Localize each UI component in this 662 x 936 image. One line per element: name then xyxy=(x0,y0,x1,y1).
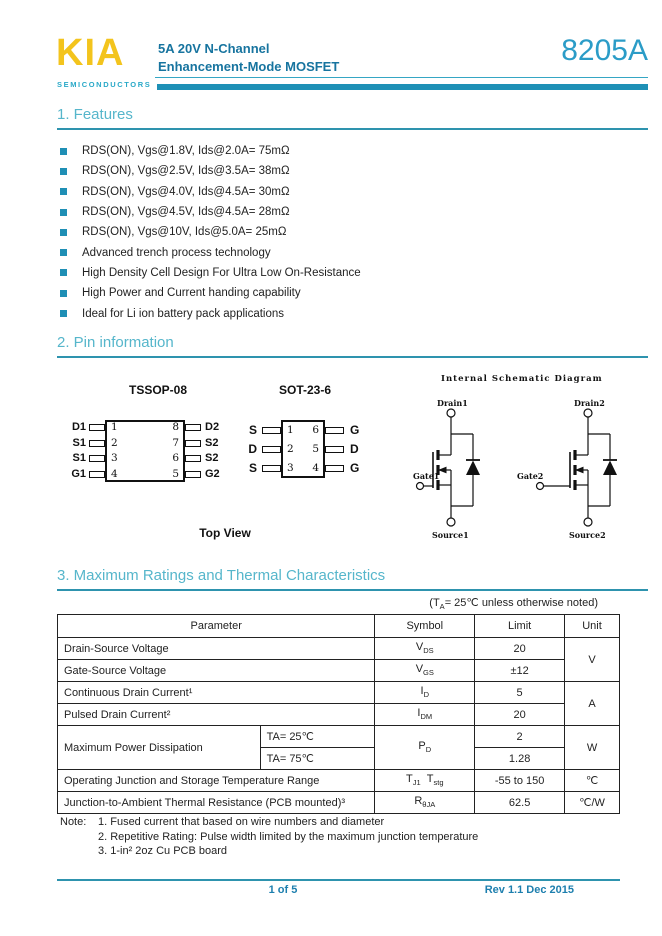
symbol-sub: D xyxy=(425,745,432,755)
section-heading-ratings: 3. Maximum Ratings and Thermal Characteristics xyxy=(57,567,648,591)
unit-cell: A xyxy=(565,682,620,726)
pin-stub xyxy=(262,427,281,434)
pin-label: S xyxy=(248,461,257,475)
unit-cell: ℃ xyxy=(565,770,620,792)
section-heading-features: 1. Features xyxy=(57,106,648,130)
table-row xyxy=(58,770,620,792)
pin-number: 5 xyxy=(172,467,179,480)
table-row xyxy=(58,660,620,682)
symbol-sub: J1 xyxy=(412,778,421,788)
cond-pre: (T xyxy=(429,597,440,609)
pin-stub xyxy=(325,446,344,453)
product-title-line1: 5A 20V N-Channel xyxy=(158,41,270,56)
terminal-label-source1: Source1 xyxy=(432,530,469,540)
pin-stub xyxy=(185,424,201,431)
limit-cell: 1.28 xyxy=(475,748,565,770)
notes-block xyxy=(60,815,478,859)
unit-cell: W xyxy=(565,726,620,770)
footer-rule xyxy=(57,879,620,881)
feature-item xyxy=(60,303,361,323)
pin-number: 4 xyxy=(312,462,319,474)
pin-label: G1 xyxy=(71,467,86,480)
limit-cell: -55 to 150 xyxy=(475,770,565,792)
pin-stub xyxy=(185,440,201,447)
feature-text: RDS(ON), Vgs@4.0V, Ids@4.5A= 30mΩ xyxy=(82,185,290,198)
pin-label: G2 xyxy=(205,467,220,480)
square-bullet-icon xyxy=(60,209,67,216)
feature-item xyxy=(60,141,361,161)
symbol-cell xyxy=(375,792,475,814)
feature-item xyxy=(60,283,361,303)
diode-triangle-icon xyxy=(603,461,617,476)
sot23-diagram xyxy=(240,383,370,483)
note-line: 2. Repetitive Rating: Pulse width limited by the maximum junction temperature xyxy=(98,830,479,843)
part-number: 8205A xyxy=(561,34,648,67)
pin-stub xyxy=(89,424,105,431)
symbol-main: P xyxy=(418,740,426,753)
package-label: SOT-23-6 xyxy=(278,383,332,397)
pin-number: 7 xyxy=(172,436,179,449)
unit-cell: V xyxy=(565,638,620,682)
feature-text: High Density Cell Design For Ultra Low On-Resistance xyxy=(82,266,361,279)
note-line: 3. 1-in² 2oz Cu PCB board xyxy=(98,845,228,857)
pin-stub xyxy=(325,427,344,434)
pin-stub xyxy=(262,465,281,472)
pin-number: 6 xyxy=(312,424,319,436)
symbol-main: R xyxy=(414,795,423,808)
body-diode-1 xyxy=(451,434,480,506)
limit-cell: 5 xyxy=(475,682,565,704)
table-header-row xyxy=(58,615,620,638)
section-heading-pins: 2. Pin information xyxy=(57,334,648,358)
pin-label: D xyxy=(350,442,359,456)
feature-item xyxy=(60,202,361,222)
square-bullet-icon xyxy=(60,269,67,276)
symbol-main: T xyxy=(426,773,434,786)
pin-number: 2 xyxy=(287,443,294,455)
pin-number: 8 xyxy=(172,421,179,433)
pin-number: 1 xyxy=(111,421,118,433)
pin-stub xyxy=(185,455,201,462)
internal-schematic-diagram xyxy=(413,368,660,550)
footer-page-number: 1 of 5 xyxy=(268,884,298,896)
pin-label: S2 xyxy=(205,452,219,464)
feature-item xyxy=(60,263,361,283)
diode-triangle-icon xyxy=(466,461,480,476)
pin-number: 3 xyxy=(287,462,294,474)
table-row xyxy=(58,682,620,704)
limit-cell: 2 xyxy=(475,726,565,748)
limit-cell: 20 xyxy=(475,704,565,726)
symbol-cell xyxy=(375,660,475,682)
header-unit: Unit xyxy=(565,615,620,638)
square-bullet-icon xyxy=(60,148,67,155)
pin-stub xyxy=(185,471,201,478)
terminal-label-gate1: Gate1 xyxy=(413,471,440,481)
header-rule-thick xyxy=(157,84,648,90)
table-row xyxy=(58,792,620,814)
feature-text: RDS(ON), Vgs@10V, Ids@5.0A= 25mΩ xyxy=(82,226,287,239)
body-diode-2 xyxy=(588,434,617,506)
square-bullet-icon xyxy=(60,290,67,297)
symbol-cell xyxy=(375,704,475,726)
kia-logo: KIA xyxy=(56,32,125,74)
top-view-label: Top View xyxy=(199,526,251,540)
header-rule-thin xyxy=(155,77,648,78)
pin-number: 6 xyxy=(172,452,179,464)
symbol-main: I xyxy=(420,685,424,698)
pin-label: D1 xyxy=(71,421,86,433)
note-line xyxy=(60,815,478,830)
symbol-main: I xyxy=(417,707,421,720)
note-text: 1. Fused current that based on wire numbers and diameter xyxy=(98,816,385,828)
pin-label: G xyxy=(350,423,360,437)
pin-stub xyxy=(89,471,105,478)
square-bullet-icon xyxy=(60,249,67,256)
symbol-sub: D xyxy=(423,690,430,700)
symbol-sub: θJA xyxy=(422,800,436,810)
square-bullet-icon xyxy=(60,188,67,195)
max-ratings-table xyxy=(57,614,620,814)
param-cell: Gate-Source Voltage xyxy=(58,660,375,682)
header-symbol: Symbol xyxy=(375,615,475,638)
symbol-sub: stg xyxy=(433,778,444,788)
feature-item xyxy=(60,182,361,202)
table-row xyxy=(58,704,620,726)
feature-text: RDS(ON), Vgs@4.5V, Ids@4.5A= 28mΩ xyxy=(82,206,290,219)
feature-item xyxy=(60,161,361,181)
pin-number: 5 xyxy=(312,443,319,455)
square-bullet-icon xyxy=(60,310,67,317)
symbol-sub: GS xyxy=(423,668,434,678)
package-label: TSSOP-08 xyxy=(128,383,188,397)
param-cell: Continuous Drain Current¹ xyxy=(58,682,375,704)
feature-text: Ideal for Li ion battery pack applications xyxy=(82,307,285,320)
param-cell: Maximum Power Dissipation xyxy=(58,726,261,770)
pin-label: S1 xyxy=(72,436,86,449)
param-cell: Operating Junction and Storage Temperature Range xyxy=(58,770,375,792)
pin-label: D2 xyxy=(205,421,220,433)
param-cell: Junction-to-Ambient Thermal Resistance (PCB mounted)³ xyxy=(58,792,375,814)
terminal-label-source2: Source2 xyxy=(569,530,606,540)
square-bullet-icon xyxy=(60,168,67,175)
symbol-cell xyxy=(375,682,475,704)
param-cell: Pulsed Drain Current² xyxy=(58,704,375,726)
product-title xyxy=(158,40,339,75)
feature-text: Advanced trench process technology xyxy=(82,246,271,259)
logo-subtitle: SEMICONDUCTORS xyxy=(57,80,152,89)
condition-cell: TA= 75℃ xyxy=(260,748,375,770)
pin-stub xyxy=(262,446,281,453)
pin-number: 1 xyxy=(287,424,294,436)
test-condition-note xyxy=(57,596,620,611)
pin-stub xyxy=(325,465,344,472)
mosfet-symbol-1 xyxy=(417,409,481,526)
cond-sub: A xyxy=(439,602,445,612)
table-row xyxy=(58,726,620,748)
pin-label: D xyxy=(248,442,257,456)
header-limit: Limit xyxy=(475,615,565,638)
pin-label: S1 xyxy=(72,452,86,464)
symbol-sub: DS xyxy=(423,646,434,656)
limit-cell: ±12 xyxy=(475,660,565,682)
note-label: Note: xyxy=(60,816,87,828)
pin-number: 2 xyxy=(111,436,118,449)
symbol-cell xyxy=(375,726,475,770)
symbol-cell xyxy=(375,638,475,660)
param-cell: Drain-Source Voltage xyxy=(58,638,375,660)
pin-number: 4 xyxy=(111,467,118,480)
unit-cell: ℃/W xyxy=(565,792,620,814)
pin-label: S xyxy=(248,423,257,437)
feature-text: RDS(ON), Vgs@1.8V, Ids@2.0A= 75mΩ xyxy=(82,145,290,158)
pin-stub xyxy=(89,440,105,447)
symbol-main: T xyxy=(406,773,413,786)
symbol-main: V xyxy=(415,641,424,654)
pin-label: S2 xyxy=(205,436,219,449)
header-parameter: Parameter xyxy=(58,615,375,638)
symbol-sub: DM xyxy=(420,712,433,722)
pin-label: G xyxy=(350,461,360,475)
terminal-label-drain2: Drain2 xyxy=(574,398,605,408)
table-row xyxy=(58,638,620,660)
pin-stub xyxy=(89,455,105,462)
feature-text: High Power and Current handing capability xyxy=(82,287,301,300)
feature-item xyxy=(60,222,361,242)
terminal-label-drain1: Drain1 xyxy=(437,398,468,408)
mosfet-symbol-2 xyxy=(537,409,618,526)
cond-post: = 25℃ unless otherwise noted) xyxy=(444,597,598,609)
pin-number: 3 xyxy=(111,452,118,464)
symbol-main: V xyxy=(415,663,424,676)
limit-cell: 62.5 xyxy=(475,792,565,814)
product-title-line2: Enhancement-Mode MOSFET xyxy=(158,58,340,74)
symbol-cell xyxy=(375,770,475,792)
schematic-title: Internal Schematic Diagram xyxy=(441,374,603,384)
feature-item xyxy=(60,242,361,262)
condition-cell: TA= 25℃ xyxy=(260,726,375,748)
terminal-label-gate2: Gate2 xyxy=(517,471,544,481)
feature-text: RDS(ON), Vgs@2.5V, Ids@3.5A= 38mΩ xyxy=(82,165,290,178)
limit-cell: 20 xyxy=(475,638,565,660)
features-list xyxy=(60,141,361,324)
footer-revision: Rev 1.1 Dec 2015 xyxy=(484,884,574,896)
square-bullet-icon xyxy=(60,229,67,236)
